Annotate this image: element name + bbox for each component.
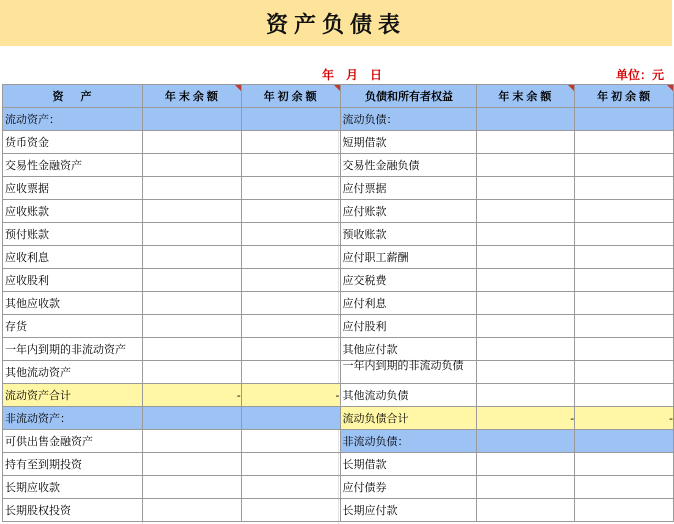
cell-right-label[interactable]: 其他应付款 <box>340 338 476 361</box>
header-label: 年初余额 <box>263 90 320 103</box>
table-row <box>3 430 674 453</box>
cell-left-label[interactable]: 持有至到期投资 <box>3 453 143 476</box>
cell-left-end[interactable] <box>143 269 242 292</box>
cell-right-label[interactable]: 流动负债： <box>340 108 476 131</box>
header-label: 年末余额 <box>164 90 221 103</box>
table-row <box>3 154 674 177</box>
cell-left-end[interactable] <box>143 292 242 315</box>
cell-left-end[interactable] <box>143 154 242 177</box>
cell-left-label[interactable]: 应收账款 <box>3 200 143 223</box>
header-liabilities[interactable]: 负债和所有者权益 <box>340 85 476 108</box>
cell-right-begin[interactable]: - <box>575 407 674 430</box>
cell-right-begin[interactable] <box>575 499 674 522</box>
cell-right-begin[interactable] <box>575 338 674 361</box>
comment-marker-icon <box>667 85 673 91</box>
cell-right-end[interactable] <box>476 246 575 269</box>
cell-left-begin[interactable]: - <box>241 384 340 407</box>
cell-right-label[interactable]: 其他流动负债 <box>340 384 476 407</box>
cell-left-begin[interactable] <box>241 338 340 361</box>
header-assets-end-balance[interactable] <box>143 85 242 108</box>
cell-right-label[interactable]: 预收账款 <box>340 223 476 246</box>
cell-right-end[interactable] <box>476 361 575 384</box>
table-row <box>3 292 674 315</box>
sheet-title: 资产负债表 <box>265 12 406 38</box>
cell-right-begin[interactable] <box>575 384 674 407</box>
cell-right-label[interactable]: 短期借款 <box>340 131 476 154</box>
table-row <box>3 246 674 269</box>
cell-right-label[interactable]: 长期应付款 <box>340 499 476 522</box>
cell-right-end[interactable] <box>476 269 575 292</box>
comment-marker-icon <box>568 85 574 91</box>
table-row <box>3 453 674 476</box>
cell-right-end[interactable] <box>476 499 575 522</box>
table-row <box>3 177 674 200</box>
cell-left-label[interactable]: 一年内到期的非流动资产 <box>3 338 143 361</box>
cell-right-label[interactable]: 一年内到期的非流动负债 <box>340 361 476 384</box>
cell-left-end[interactable] <box>143 108 242 131</box>
cell-left-label[interactable]: 预付账款 <box>3 223 143 246</box>
cell-right-label[interactable]: 非流动负债： <box>340 430 476 453</box>
cell-right-label[interactable]: 应付票据 <box>340 177 476 200</box>
cell-left-label[interactable]: 应收利息 <box>3 246 143 269</box>
cell-left-label[interactable]: 其他流动资产 <box>3 361 143 384</box>
cell-right-begin[interactable] <box>575 131 674 154</box>
table-row <box>3 223 674 246</box>
header-liab-begin-balance[interactable] <box>575 85 674 108</box>
cell-right-begin[interactable] <box>575 269 674 292</box>
cell-right-label[interactable]: 应付债券 <box>340 476 476 499</box>
cell-left-label[interactable]: 应收票据 <box>3 177 143 200</box>
cell-right-label[interactable]: 交易性金融负债 <box>340 154 476 177</box>
cell-right-label[interactable]: 长期借款 <box>340 453 476 476</box>
unit-label: 单位：元 <box>615 68 664 82</box>
cell-right-end[interactable] <box>476 223 575 246</box>
cell-right-label[interactable]: 应交税费 <box>340 269 476 292</box>
cell-left-begin[interactable] <box>241 361 340 384</box>
cell-left-end[interactable] <box>143 223 242 246</box>
cell-right-end[interactable] <box>476 154 575 177</box>
cell-left-begin[interactable] <box>241 499 340 522</box>
cell-right-end[interactable] <box>476 131 575 154</box>
table-row <box>3 407 674 430</box>
cell-left-end[interactable] <box>143 177 242 200</box>
cell-left-end[interactable] <box>143 430 242 453</box>
balance-sheet-table <box>2 84 674 522</box>
cell-right-end[interactable] <box>476 338 575 361</box>
cell-left-label[interactable]: 其他应收款 <box>3 292 143 315</box>
comment-marker-icon <box>235 85 241 91</box>
cell-right-begin[interactable] <box>575 223 674 246</box>
cell-left-end[interactable] <box>143 499 242 522</box>
cell-left-begin[interactable] <box>241 269 340 292</box>
cell-right-begin[interactable] <box>575 154 674 177</box>
cell-left-end[interactable] <box>143 246 242 269</box>
header-assets-begin-balance[interactable] <box>241 85 340 108</box>
table-row <box>3 499 674 522</box>
cell-left-begin[interactable] <box>241 223 340 246</box>
cell-right-end[interactable]: - <box>476 407 575 430</box>
cell-right-end[interactable] <box>476 384 575 407</box>
cell-right-begin[interactable] <box>575 177 674 200</box>
cell-left-label[interactable]: 非流动资产： <box>3 407 143 430</box>
cell-left-begin[interactable] <box>241 407 340 430</box>
table-row <box>3 384 674 407</box>
cell-left-label[interactable]: 货币资金 <box>3 131 143 154</box>
title-band[interactable] <box>0 0 672 47</box>
cell-left-end[interactable] <box>143 131 242 154</box>
cell-left-begin[interactable] <box>241 154 340 177</box>
date-row[interactable] <box>0 46 672 84</box>
cell-left-begin[interactable] <box>241 430 340 453</box>
cell-right-end[interactable] <box>476 108 575 131</box>
cell-right-label[interactable]: 流动负债合计 <box>340 407 476 430</box>
cell-right-end[interactable] <box>476 315 575 338</box>
cell-left-label[interactable]: 交易性金融资产 <box>3 154 143 177</box>
header-row <box>3 85 674 108</box>
table-row <box>3 200 674 223</box>
header-liab-end-balance[interactable] <box>476 85 575 108</box>
cell-right-end[interactable] <box>476 200 575 223</box>
cell-right-label[interactable]: 应付账款 <box>340 200 476 223</box>
table-row <box>3 361 674 384</box>
cell-left-end[interactable]: - <box>143 384 242 407</box>
cell-right-label[interactable]: 应付利息 <box>340 292 476 315</box>
cell-right-begin[interactable] <box>575 246 674 269</box>
cell-right-end[interactable] <box>476 453 575 476</box>
table-row <box>3 131 674 154</box>
cell-left-begin[interactable] <box>241 177 340 200</box>
cell-left-begin[interactable] <box>241 476 340 499</box>
cell-left-end[interactable] <box>143 453 242 476</box>
cell-left-label[interactable]: 长期股权投资 <box>3 499 143 522</box>
cell-left-label[interactable]: 流动资产合计 <box>3 384 143 407</box>
date-label: 年 月 日 <box>322 68 383 82</box>
cell-left-end[interactable] <box>143 476 242 499</box>
cell-left-label[interactable]: 存货 <box>3 315 143 338</box>
cell-left-begin[interactable] <box>241 246 340 269</box>
cell-left-end[interactable] <box>143 338 242 361</box>
cell-right-begin[interactable] <box>575 292 674 315</box>
cell-right-begin[interactable] <box>575 453 674 476</box>
table-row <box>3 338 674 361</box>
cell-right-end[interactable] <box>476 177 575 200</box>
cell-left-label[interactable]: 长期应收款 <box>3 476 143 499</box>
cell-right-begin[interactable] <box>575 315 674 338</box>
cell-left-begin[interactable] <box>241 292 340 315</box>
cell-right-end[interactable] <box>476 430 575 453</box>
table-row <box>3 108 674 131</box>
table-row <box>3 269 674 292</box>
cell-left-begin[interactable] <box>241 200 340 223</box>
cell-left-end[interactable] <box>143 361 242 384</box>
cell-right-end[interactable] <box>476 292 575 315</box>
header-label: 年初余额 <box>597 90 654 103</box>
cell-left-begin[interactable] <box>241 453 340 476</box>
cell-right-begin[interactable] <box>575 361 674 384</box>
cell-left-begin[interactable] <box>241 108 340 131</box>
cell-right-label[interactable]: 应付职工薪酬 <box>340 246 476 269</box>
cell-right-begin[interactable] <box>575 108 674 131</box>
cell-left-label[interactable]: 应收股利 <box>3 269 143 292</box>
cell-right-begin[interactable] <box>575 476 674 499</box>
cell-left-begin[interactable] <box>241 131 340 154</box>
cell-right-label[interactable]: 应付股利 <box>340 315 476 338</box>
comment-marker-icon <box>334 85 340 91</box>
cell-right-end[interactable] <box>476 476 575 499</box>
cell-left-end[interactable] <box>143 200 242 223</box>
cell-left-label[interactable]: 可供出售金融资产 <box>3 430 143 453</box>
table-row <box>3 476 674 499</box>
cell-left-end[interactable] <box>143 407 242 430</box>
cell-left-end[interactable] <box>143 315 242 338</box>
cell-left-begin[interactable] <box>241 315 340 338</box>
cell-left-label[interactable]: 流动资产： <box>3 108 143 131</box>
header-assets[interactable]: 资 产 <box>3 85 143 108</box>
header-label: 年末余额 <box>498 90 555 103</box>
cell-right-begin[interactable] <box>575 200 674 223</box>
cell-right-begin[interactable] <box>575 430 674 453</box>
table-row <box>3 315 674 338</box>
